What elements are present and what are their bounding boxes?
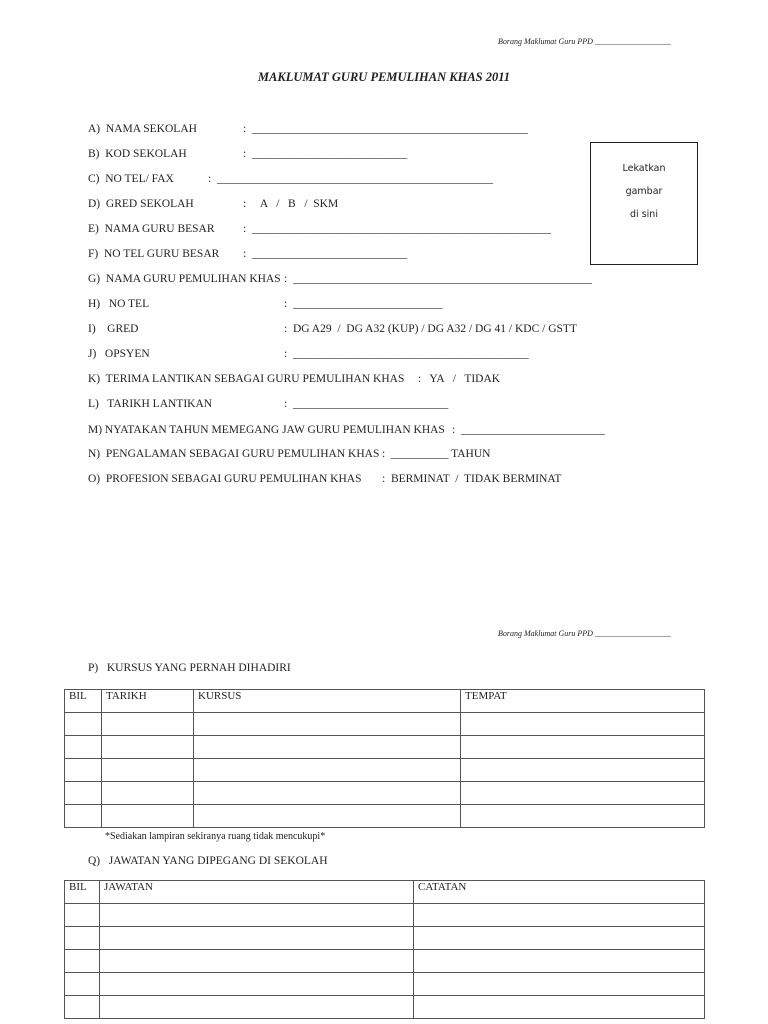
field-value[interactable]: : A / B / SKM [243,198,339,210]
section-q-title: Q) JAWATAN YANG DIPEGANG DI SEKOLAH [88,855,328,867]
photo-box[interactable] [590,142,698,265]
table-cell[interactable] [100,973,414,996]
field-label: D) GRED SEKOLAH [88,198,194,210]
table-cell[interactable] [65,736,102,759]
table-cell[interactable] [100,950,414,973]
table-note: *Sediakan lampiran sekiranya ruang tidak mencukupi* [105,831,326,842]
table-cell[interactable] [194,713,461,736]
page-title: MAKLUMAT GURU PEMULIHAN KHAS 2011 [257,70,511,84]
table-row[interactable] [65,927,705,950]
field-label: C) NO TEL/ FAX [88,173,174,185]
table-cell[interactable] [65,713,102,736]
field-label: E) NAMA GURU BESAR [88,223,215,235]
field-value[interactable]: : ___________________________ [284,398,449,410]
table-cell[interactable] [194,736,461,759]
field-label: J) OPSYEN [88,348,150,360]
table-cell[interactable] [65,904,100,927]
table-cell[interactable] [461,759,705,782]
table-cell[interactable] [65,759,102,782]
table-cell[interactable] [194,759,461,782]
field-label: I) GRED [88,323,139,335]
field-label: B) KOD SEKOLAH [88,148,187,160]
table-row[interactable] [65,759,705,782]
table-cell[interactable] [65,950,100,973]
field-value[interactable]: : _________________________________________ [284,348,529,360]
jawatan-table [64,880,705,1019]
table-row[interactable] [65,782,705,805]
field-label: A) NAMA SEKOLAH [88,123,197,135]
field-value[interactable]: : ________________________________________________ [208,173,493,185]
table-cell[interactable] [102,759,194,782]
table-cell[interactable] [100,904,414,927]
table-cell[interactable] [414,950,705,973]
table-cell[interactable] [461,736,705,759]
field-label: M) NYATAKAN TAHUN MEMEGANG JAW GURU PEMULIHAN KHAS [88,424,445,436]
table-cell[interactable] [414,927,705,950]
field-label: F) NO TEL GURU BESAR [88,248,220,260]
table-cell[interactable] [194,782,461,805]
table-cell[interactable] [461,805,705,828]
column-header: TEMPAT [461,690,705,713]
field-profesion [88,472,562,528]
column-header: BIL [65,690,102,713]
section-p-title: P) KURSUS YANG PERNAH DIHADIRI [88,662,291,674]
table-row[interactable] [65,996,705,1019]
table-cell[interactable] [461,782,705,805]
table-cell[interactable] [65,996,100,1019]
table-cell[interactable] [65,973,100,996]
field-label: G) NAMA GURU PEMULIHAN KHAS [88,273,281,285]
table-row[interactable] [65,736,705,759]
table-header-row [65,690,705,713]
header-note: Borang Maklumat Guru PPD ___________________ [498,629,671,638]
table-row[interactable] [65,904,705,927]
field-value[interactable]: : YA / TIDAK [418,373,501,385]
field-value[interactable]: : ____________________________________________________ [284,273,592,285]
field-value[interactable]: : __________________________ [284,298,443,310]
kursus-table [64,689,705,828]
table-cell[interactable] [65,782,102,805]
column-header: CATATAN [414,881,705,904]
field-value[interactable]: : ________________________________________________ [243,123,528,135]
table-cell[interactable] [65,805,102,828]
field-value[interactable]: : BERMINAT / TIDAK BERMINAT [382,473,562,485]
table-cell[interactable] [102,805,194,828]
table-cell[interactable] [100,996,414,1019]
field-value[interactable]: : ____________________________________________________ [243,223,551,235]
table-cell[interactable] [102,782,194,805]
field-value[interactable]: : _________________________ [452,424,605,436]
header-note: Borang Maklumat Guru PPD ___________________ [498,37,671,46]
photo-box-line: di sini [630,209,658,220]
field-value[interactable]: : ___________________________ [243,248,408,260]
table-cell[interactable] [414,973,705,996]
table-row[interactable] [65,713,705,736]
table-cell[interactable] [100,927,414,950]
table-row[interactable] [65,805,705,828]
table-cell[interactable] [194,805,461,828]
table-header-row [65,881,705,904]
field-label: N) PENGALAMAN SEBAGAI GURU PEMULIHAN KHAS [88,448,380,460]
table-cell[interactable] [461,713,705,736]
table-cell[interactable] [414,904,705,927]
column-header: BIL [65,881,100,904]
table-cell[interactable] [102,713,194,736]
column-header: TARIKH [102,690,194,713]
field-label: O) PROFESION SEBAGAI GURU PEMULIHAN KHAS [88,473,362,485]
field-value[interactable]: : ___________________________ [243,148,408,160]
field-label: H) NO TEL [88,298,150,310]
column-header: JAWATAN [100,881,414,904]
field-value[interactable]: : DG A29 / DG A32 (KUP) / DG A32 / DG 41 / KDC / GSTT [284,323,577,335]
table-cell[interactable] [102,736,194,759]
photo-box-line: gambar [625,186,663,197]
table-row[interactable] [65,973,705,996]
photo-box-line: Lekatkan [622,163,666,174]
field-label: K) TERIMA LANTIKAN SEBAGAI GURU PEMULIHAN KHAS [88,373,405,385]
column-header: KURSUS [194,690,461,713]
field-label: L) TARIKH LANTIKAN [88,398,213,410]
table-cell[interactable] [414,996,705,1019]
table-row[interactable] [65,950,705,973]
field-value[interactable]: : __________ TAHUN [382,448,491,460]
table-cell[interactable] [65,927,100,950]
